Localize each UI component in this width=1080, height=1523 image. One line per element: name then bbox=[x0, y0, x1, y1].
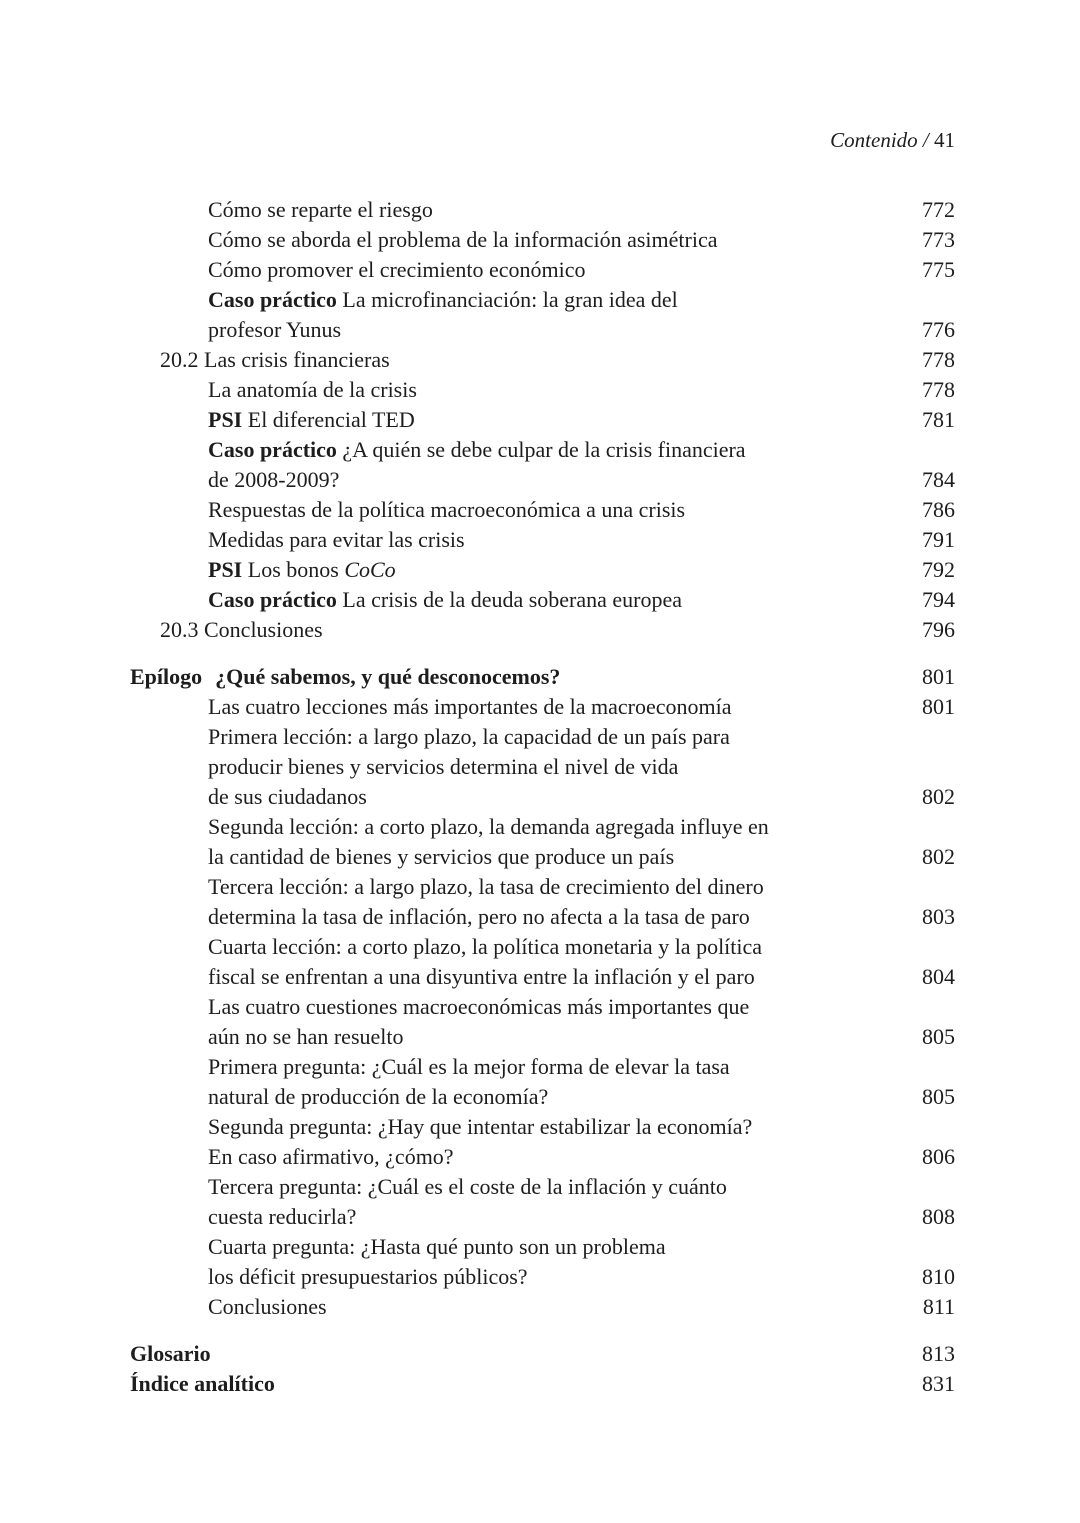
toc-page-number: 808 bbox=[922, 1204, 955, 1229]
toc-entry bbox=[130, 722, 955, 812]
toc-page-number: 794 bbox=[922, 587, 955, 612]
toc-line bbox=[208, 285, 955, 315]
toc-text-segment: La microfinanciación: la gran idea del bbox=[336, 287, 678, 312]
toc-entry bbox=[130, 525, 955, 555]
toc-page-number: 805 bbox=[922, 1084, 955, 1109]
toc-text-segment: de sus ciudadanos bbox=[208, 784, 367, 809]
toc-entry-text bbox=[208, 872, 764, 902]
toc-entry bbox=[130, 225, 955, 255]
toc-line bbox=[208, 435, 955, 465]
toc-text-segment: Tercera lección: a largo plazo, la tasa de crecimiento del dinero bbox=[208, 874, 764, 899]
toc-text-segment: fiscal se enfrentan a una disyuntiva entre la inflación y el paro bbox=[208, 964, 755, 989]
toc-text-segment: La anatomía de la crisis bbox=[208, 377, 417, 402]
toc-entry-text bbox=[208, 962, 755, 992]
toc-text-segment: Segunda pregunta: ¿Hay que intentar estabilizar la economía? bbox=[208, 1114, 753, 1139]
toc-line bbox=[208, 842, 955, 872]
toc-line bbox=[208, 752, 955, 782]
toc-page-number: 786 bbox=[922, 497, 955, 522]
toc-entry bbox=[130, 1052, 955, 1112]
toc-text-segment: Cómo se aborda el problema de la información asimétrica bbox=[208, 227, 718, 252]
toc-entry bbox=[130, 1112, 955, 1172]
toc-page-number: 775 bbox=[922, 257, 955, 282]
toc-entry-text bbox=[208, 1082, 548, 1112]
toc-entry-text bbox=[208, 315, 341, 345]
toc-entry bbox=[130, 812, 955, 872]
toc-line bbox=[208, 962, 955, 992]
toc-text-segment: de 2008-2009? bbox=[208, 467, 340, 492]
toc-entry bbox=[130, 1172, 955, 1232]
toc-entry-text bbox=[208, 1052, 730, 1082]
toc-text-segment: Glosario bbox=[130, 1341, 211, 1366]
toc-text-segment: la cantidad de bienes y servicios que produce un país bbox=[208, 844, 675, 869]
toc-entry bbox=[130, 1339, 955, 1369]
toc-entry-text bbox=[208, 932, 762, 962]
toc-text-segment: Cómo se reparte el riesgo bbox=[208, 197, 433, 222]
toc-line bbox=[208, 992, 955, 1022]
toc-entry bbox=[130, 872, 955, 932]
header-page-number: 41 bbox=[934, 128, 955, 152]
toc-line bbox=[208, 902, 955, 932]
toc-line bbox=[208, 782, 955, 812]
toc-entry-text bbox=[130, 1369, 275, 1399]
toc-entry bbox=[130, 615, 955, 645]
toc-text-segment: Conclusiones bbox=[208, 1294, 327, 1319]
toc-line bbox=[208, 195, 955, 225]
toc-line bbox=[208, 555, 955, 585]
toc-entry bbox=[130, 992, 955, 1052]
toc-page-number: 791 bbox=[922, 527, 955, 552]
toc-entry bbox=[130, 585, 955, 615]
toc-page-number: 801 bbox=[922, 694, 955, 719]
toc-entry-text bbox=[208, 842, 674, 872]
toc-line bbox=[208, 1142, 955, 1172]
toc-entry-text bbox=[208, 495, 685, 525]
toc-text-segment: aún no se han resuelto bbox=[208, 1024, 404, 1049]
toc-line bbox=[130, 1339, 955, 1369]
toc-line bbox=[208, 812, 955, 842]
toc-text-segment: cuesta reducirla? bbox=[208, 1204, 357, 1229]
toc-line bbox=[160, 345, 955, 375]
toc-entry bbox=[130, 1369, 955, 1399]
toc-line bbox=[208, 465, 955, 495]
toc-text-segment: El diferencial TED bbox=[242, 407, 415, 432]
toc-page-number: 778 bbox=[922, 377, 955, 402]
toc-text-segment: Tercera pregunta: ¿Cuál es el coste de la inflación y cuánto bbox=[208, 1174, 727, 1199]
toc-page-number: 801 bbox=[922, 664, 955, 689]
toc-line bbox=[208, 315, 955, 345]
toc-text-segment: Caso práctico bbox=[208, 587, 337, 612]
toc-entry-text bbox=[160, 345, 390, 375]
header-separator: / bbox=[917, 128, 934, 152]
toc-page-number: 802 bbox=[922, 784, 955, 809]
toc-text-segment: Respuestas de la política macroeconómica a una crisis bbox=[208, 497, 686, 522]
toc-entry-text bbox=[208, 752, 678, 782]
toc-entry-text bbox=[130, 662, 560, 692]
toc-entry bbox=[130, 375, 955, 405]
toc-text-segment: Cómo promover el crecimiento económico bbox=[208, 257, 586, 282]
toc-entry-text bbox=[208, 1262, 528, 1292]
toc-entry bbox=[130, 495, 955, 525]
toc-entry bbox=[130, 555, 955, 585]
toc-entry-text bbox=[208, 1172, 727, 1202]
toc-page-number: 806 bbox=[922, 1144, 955, 1169]
toc-page-number: 813 bbox=[922, 1341, 955, 1366]
toc-text-segment: Índice analítico bbox=[130, 1371, 275, 1396]
toc-line bbox=[208, 405, 955, 435]
toc-text-segment: Los bonos bbox=[242, 557, 345, 582]
toc-line bbox=[208, 225, 955, 255]
toc-line bbox=[208, 1052, 955, 1082]
toc-entry-text bbox=[208, 555, 396, 585]
toc-text-segment: Segunda lección: a corto plazo, la demanda agregada influye en bbox=[208, 814, 769, 839]
toc-entry-text bbox=[208, 1232, 666, 1262]
toc-text-segment: profesor Yunus bbox=[208, 317, 341, 342]
toc-line bbox=[160, 615, 955, 645]
toc-entry bbox=[130, 1232, 955, 1292]
toc-entry bbox=[130, 285, 955, 345]
toc-line bbox=[208, 255, 955, 285]
toc-line bbox=[208, 1292, 955, 1322]
toc-line bbox=[208, 495, 955, 525]
toc-line bbox=[208, 692, 955, 722]
toc-line bbox=[208, 1262, 955, 1292]
toc-page-number: 776 bbox=[922, 317, 955, 342]
toc-entry-text bbox=[208, 375, 417, 405]
toc-text-segment: La crisis de la deuda soberana europea bbox=[336, 587, 683, 612]
toc-text-segment: ¿Qué sabemos, y qué desconocemos? bbox=[215, 664, 561, 689]
running-header bbox=[130, 128, 955, 153]
toc-text-segment: Caso práctico bbox=[208, 287, 337, 312]
toc-text-segment: En caso afirmativo, ¿cómo? bbox=[208, 1144, 454, 1169]
toc-entry-text bbox=[208, 465, 339, 495]
toc-page-number: 811 bbox=[922, 1294, 955, 1319]
toc-page-number: 781 bbox=[922, 407, 955, 432]
toc-line bbox=[130, 1369, 955, 1399]
toc-text-segment: producir bienes y servicios determina el nivel de vida bbox=[208, 754, 679, 779]
toc-text-segment: Cuarta pregunta: ¿Hasta qué punto son un problema bbox=[208, 1234, 666, 1259]
toc-entry-text bbox=[130, 1339, 211, 1369]
toc-text-segment: los déficit presupuestarios públicos? bbox=[208, 1264, 528, 1289]
toc-text-segment: determina la tasa de inflación, pero no afecta a la tasa de paro bbox=[208, 904, 750, 929]
toc-line bbox=[208, 585, 955, 615]
toc-entry-text bbox=[208, 225, 717, 255]
toc-text-segment: CoCo bbox=[344, 557, 396, 582]
toc-page-number: 810 bbox=[922, 1264, 955, 1289]
toc-entry bbox=[130, 195, 955, 225]
toc-entry-text bbox=[208, 1022, 404, 1052]
toc-text-segment: ¿A quién se debe culpar de la crisis financiera bbox=[336, 437, 746, 462]
toc-line bbox=[208, 872, 955, 902]
toc-entry-text bbox=[208, 692, 732, 722]
toc-entry-text bbox=[208, 195, 433, 225]
toc-page-number: 805 bbox=[922, 1024, 955, 1049]
toc-entry-text bbox=[208, 585, 682, 615]
toc-entry bbox=[130, 692, 955, 722]
toc-page-number: 772 bbox=[922, 197, 955, 222]
toc-line bbox=[208, 1112, 955, 1142]
toc-entry-text bbox=[208, 405, 415, 435]
toc-page-number: 778 bbox=[922, 347, 955, 372]
toc-entry bbox=[130, 662, 955, 692]
toc-line bbox=[208, 1202, 955, 1232]
toc-line bbox=[208, 1232, 955, 1262]
toc-text-segment: Epílogo bbox=[130, 664, 203, 689]
toc-text-segment: 20.3 Conclusiones bbox=[160, 617, 323, 642]
toc-entry-text bbox=[208, 992, 749, 1022]
toc-page-number: 792 bbox=[922, 557, 955, 582]
toc-text-segment: PSI bbox=[208, 407, 243, 432]
toc-entry bbox=[130, 405, 955, 435]
toc-entry-text bbox=[208, 1292, 327, 1322]
toc-line bbox=[208, 1082, 955, 1112]
toc-entry bbox=[130, 345, 955, 375]
toc-entry-text bbox=[208, 1112, 752, 1142]
toc-entry bbox=[130, 932, 955, 992]
toc-entry bbox=[130, 255, 955, 285]
header-section-title: Contenido bbox=[830, 128, 918, 152]
toc-entry-text bbox=[208, 902, 750, 932]
toc-text-segment: Caso práctico bbox=[208, 437, 337, 462]
toc-entry-text bbox=[208, 812, 769, 842]
toc-text-segment: Las cuatro lecciones más importantes de la macroeconomía bbox=[208, 694, 732, 719]
toc-entry-text bbox=[208, 435, 746, 465]
toc-page-number: 802 bbox=[922, 844, 955, 869]
toc-text-segment: Primera lección: a largo plazo, la capacidad de un país para bbox=[208, 724, 730, 749]
toc-entry-text bbox=[208, 722, 730, 752]
toc-entry-text bbox=[208, 782, 367, 812]
toc-entry-text bbox=[160, 615, 323, 645]
toc-line bbox=[208, 722, 955, 752]
toc-line bbox=[208, 375, 955, 405]
toc-entry bbox=[130, 1292, 955, 1322]
toc-entry-text bbox=[208, 1142, 454, 1172]
toc-text-segment: Primera pregunta: ¿Cuál es la mejor forma de elevar la tasa bbox=[208, 1054, 730, 1079]
toc-line bbox=[208, 1172, 955, 1202]
toc-line bbox=[208, 1022, 955, 1052]
toc-text-segment: PSI bbox=[208, 557, 243, 582]
toc-entry-text bbox=[208, 285, 678, 315]
toc-text-segment: natural de producción de la economía? bbox=[208, 1084, 549, 1109]
toc-entry-text bbox=[208, 1202, 356, 1232]
toc-list bbox=[130, 195, 955, 1399]
toc-page-number: 831 bbox=[922, 1371, 955, 1396]
toc-text-segment: 20.2 Las crisis financieras bbox=[160, 347, 390, 372]
toc-entry-text bbox=[208, 255, 586, 285]
toc-page-number: 784 bbox=[922, 467, 955, 492]
toc-page-number: 804 bbox=[922, 964, 955, 989]
toc-text-segment: Las cuatro cuestiones macroeconómicas más importantes que bbox=[208, 994, 750, 1019]
toc-page-number: 803 bbox=[922, 904, 955, 929]
toc-text-segment: Cuarta lección: a corto plazo, la política monetaria y la política bbox=[208, 934, 763, 959]
toc-line bbox=[208, 525, 955, 555]
toc-entry-text bbox=[208, 525, 465, 555]
toc-text-segment: Medidas para evitar las crisis bbox=[208, 527, 465, 552]
toc-entry bbox=[130, 435, 955, 495]
toc-line bbox=[130, 662, 955, 692]
toc-page-number: 773 bbox=[922, 227, 955, 252]
toc-line bbox=[208, 932, 955, 962]
toc-page-number: 796 bbox=[922, 617, 955, 642]
